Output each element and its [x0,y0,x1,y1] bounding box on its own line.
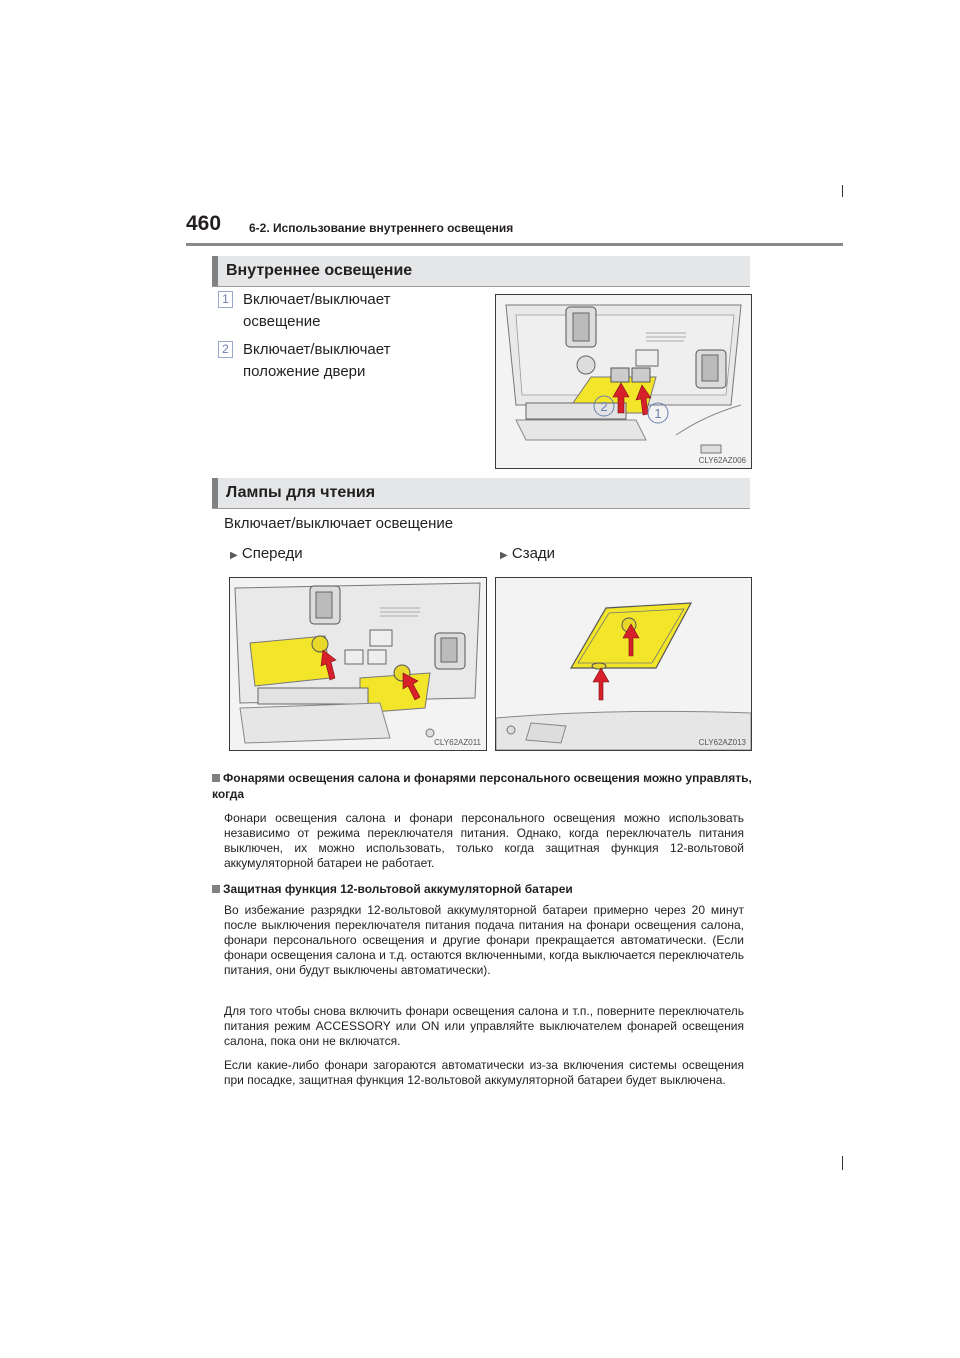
section-heading-interior-lights [212,256,750,287]
item-number-1: 1 [218,291,233,308]
figure-rear-reading-lamp [495,577,752,751]
note-1-title: Фонарями освещения салона и фонарями персонального освещения можно управлять, когда [212,771,752,801]
header-rule [186,243,843,246]
figure-code: CLY62AZ013 [698,738,746,747]
front-label [230,543,303,567]
crop-mark-top [842,185,843,197]
figure-front-reading-lamps [229,577,487,751]
section-bar [212,256,218,286]
note-2-heading [212,881,752,897]
note-2-title: Защитная функция 12-вольтовой аккумуляторной батареи [223,882,573,896]
item-2-text [243,339,390,383]
note-2-paragraph-1: Во избежание разрядки 12-вольтовой аккумуляторной батареи примерно через 20 минут после выключения переключателя питания подача питания на фонари освещения салона, фонари персонального освещения и другие фонари прекращается автоматически. (Если фонари освещения салона и т.д. остаются включенными, когда выключается переключатель питания, они будут выключены автоматически). [224,903,744,977]
section-title: Внутреннее освещение [226,262,413,279]
item-1-line1: Включает/выключает [243,291,391,308]
figure-overhead-console [495,294,752,469]
item-1-text [243,289,390,333]
note-2-paragraph-2: Для того чтобы снова включить фонари освещения салона и т.п., поверните переключатель питания режим ACCESSORY или ON или управляйте выключателем фонарей освещения салона, пока они не включатся. [224,1004,744,1048]
note-1-paragraph: Фонари освещения салона и фонари персонального освещения можно использовать независимо от режима переключателя питания. Однако, когда переключатель питания выключен, их можно использовать, только когда защитная функция 12-вольтовой аккумуляторной батареи не работает. [224,811,744,870]
triangle-bullet-icon: ▶ [230,550,238,561]
figure-code: CLY62AZ011 [434,738,481,747]
page-number: 460 [186,212,222,235]
item-1-line2: освещение [243,313,321,330]
item-2-line2: положение двери [243,363,366,380]
triangle-bullet-icon: ▶ [500,550,508,561]
rear-label-text: Сзади [511,545,556,562]
section-heading-reading-lamps [212,478,750,509]
note-2-paragraph-3: Если какие-либо фонари загораются автоматически из-за включения системы освещения при посадке, защитная функция 12-вольтовой аккумуляторной батареи будет выключена. [224,1058,744,1087]
item-2-line1: Включает/выключает [243,341,391,358]
square-bullet-icon [212,885,220,893]
section-bar [212,478,218,508]
item-number-2: 2 [218,341,233,358]
note-1-heading [212,770,752,802]
rear-label [500,543,555,567]
crop-mark-bottom [842,1156,843,1170]
figure-callout-2: 2 [600,399,608,414]
header-title: 6-2. Использование внутреннего освещения [249,221,514,235]
section-title: Лампы для чтения [226,484,376,501]
figure-callout-1: 1 [654,406,662,421]
square-bullet-icon [212,774,220,782]
figure-code: CLY62AZ006 [698,456,746,465]
front-label-text: Спереди [241,545,303,562]
reading-lamps-description: Включает/выключает освещение [224,515,454,532]
